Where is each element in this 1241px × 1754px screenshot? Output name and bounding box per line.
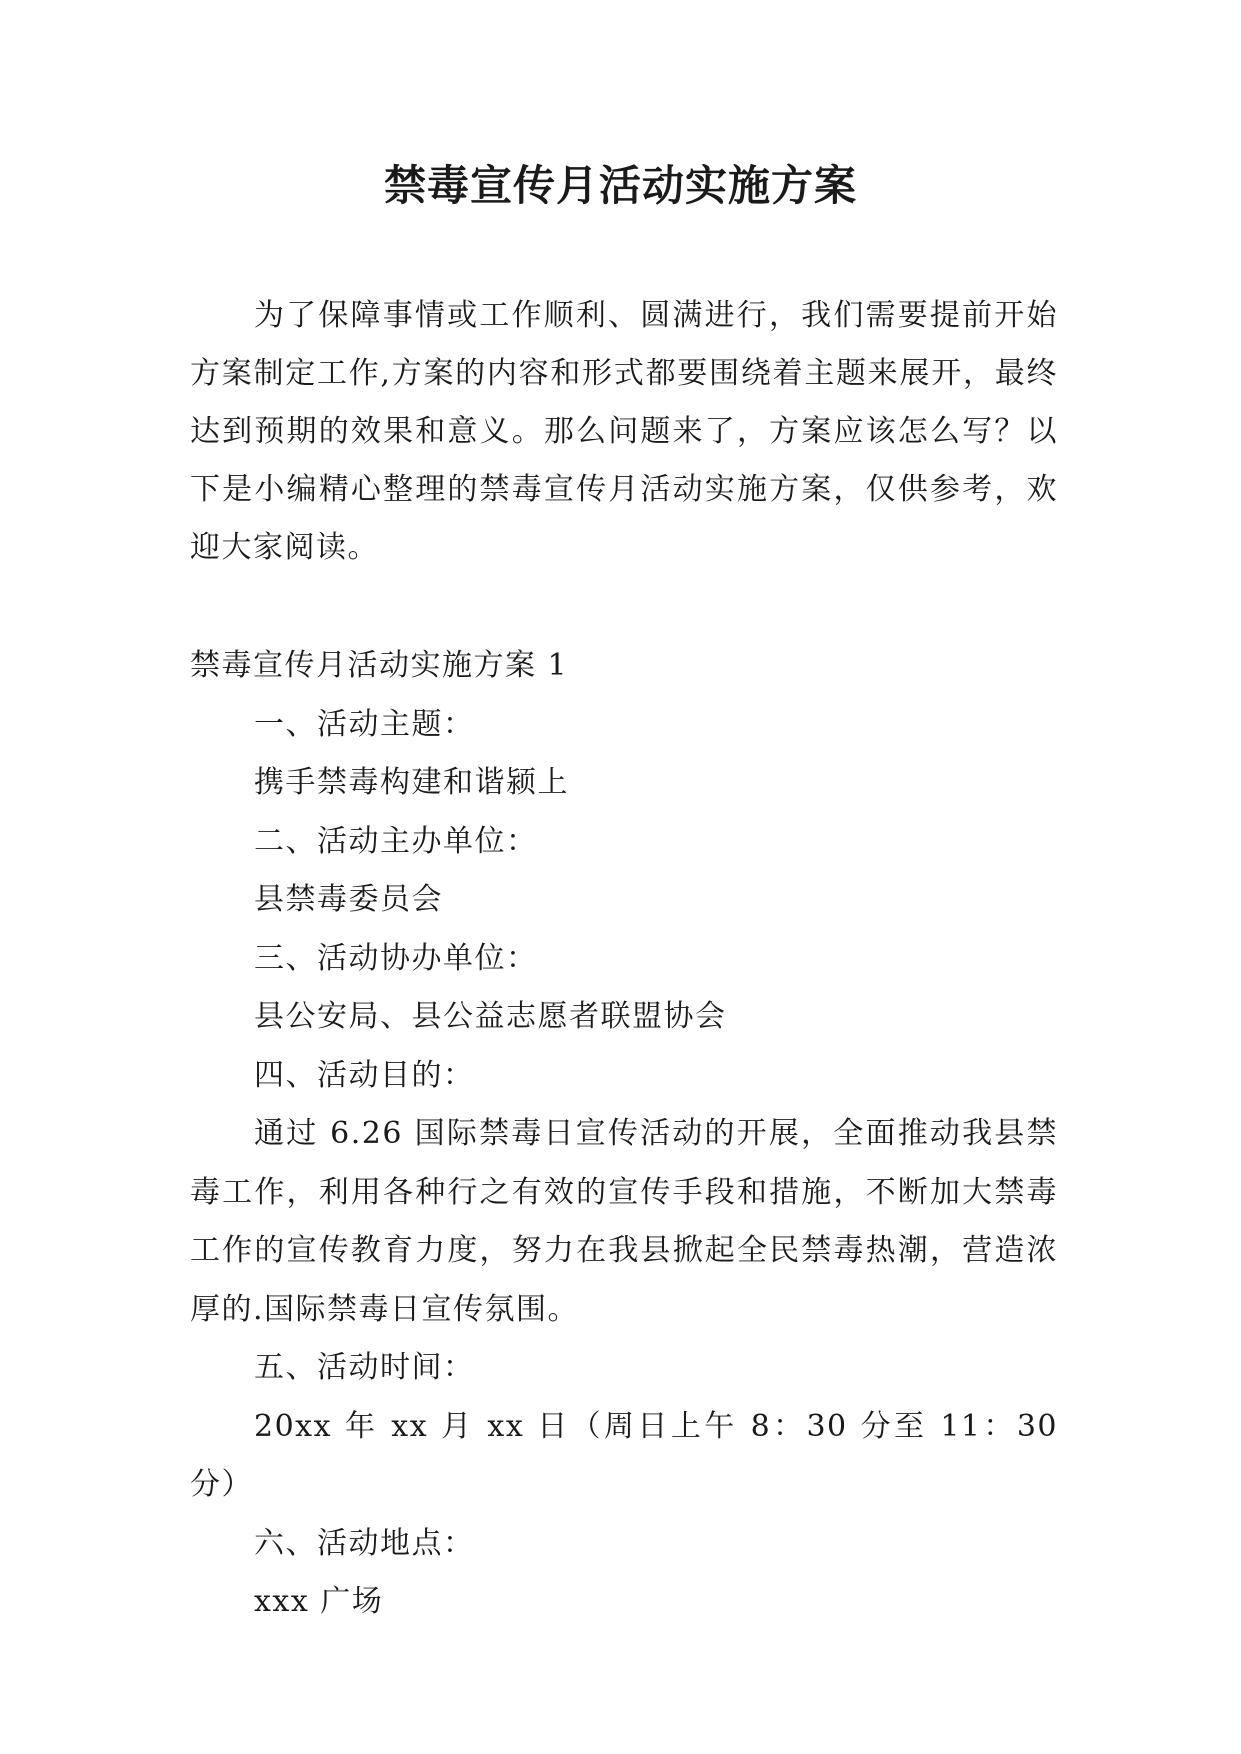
item-organizer-label: 二、活动主办单位： bbox=[254, 823, 538, 859]
intro-paragraph: 为了保障事情或工作顺利、圆满进行，我们需要提前开始方案制定工作,方案的内容和形式都要围绕着主题来展开，最终达到预期的效果和意义。那么问题来了，方案应该怎么写？以下是小编精心整理的禁毒宣传月活动实施方案，仅供参考，欢迎大家阅读。 bbox=[190, 298, 1058, 565]
item-purpose-label: 四、活动目的： bbox=[254, 1057, 475, 1093]
item-time-label: 五、活动时间： bbox=[254, 1350, 475, 1385]
item-co-organizer-value: 县公安局、县公益志愿者联盟协会 bbox=[254, 999, 727, 1034]
document-title: 禁毒宣传月活动实施方案 bbox=[383, 161, 857, 210]
item-time-value: 20xx 年 xx 月 xx 日（周日上午 8：30 分至 11：30 分） bbox=[190, 1408, 1058, 1502]
item-location-label: 六、活动地点： bbox=[254, 1525, 475, 1561]
section-heading: 禁毒宣传月活动实施方案 1 bbox=[190, 648, 569, 683]
section-1 bbox=[190, 637, 1058, 1632]
item-co-organizer-label: 三、活动协办单位： bbox=[254, 940, 538, 976]
item-organizer-value: 县禁毒委员会 bbox=[254, 882, 443, 917]
item-purpose-value: 通过 6.26 国际禁毒日宣传活动的开展，全面推动我县禁毒工作，利用各种行之有效的宣传手段和措施，不断加大禁毒工作的宣传教育力度，努力在我县掀起全民禁毒热潮，营造浓厚的.国际禁毒日宣传氛围。 bbox=[190, 1116, 1058, 1327]
item-theme-label: 一、活动主题： bbox=[254, 706, 475, 742]
item-theme-value: 携手禁毒构建和谐颍上 bbox=[254, 765, 569, 800]
item-location-value: xxx 广场 bbox=[254, 1584, 384, 1619]
